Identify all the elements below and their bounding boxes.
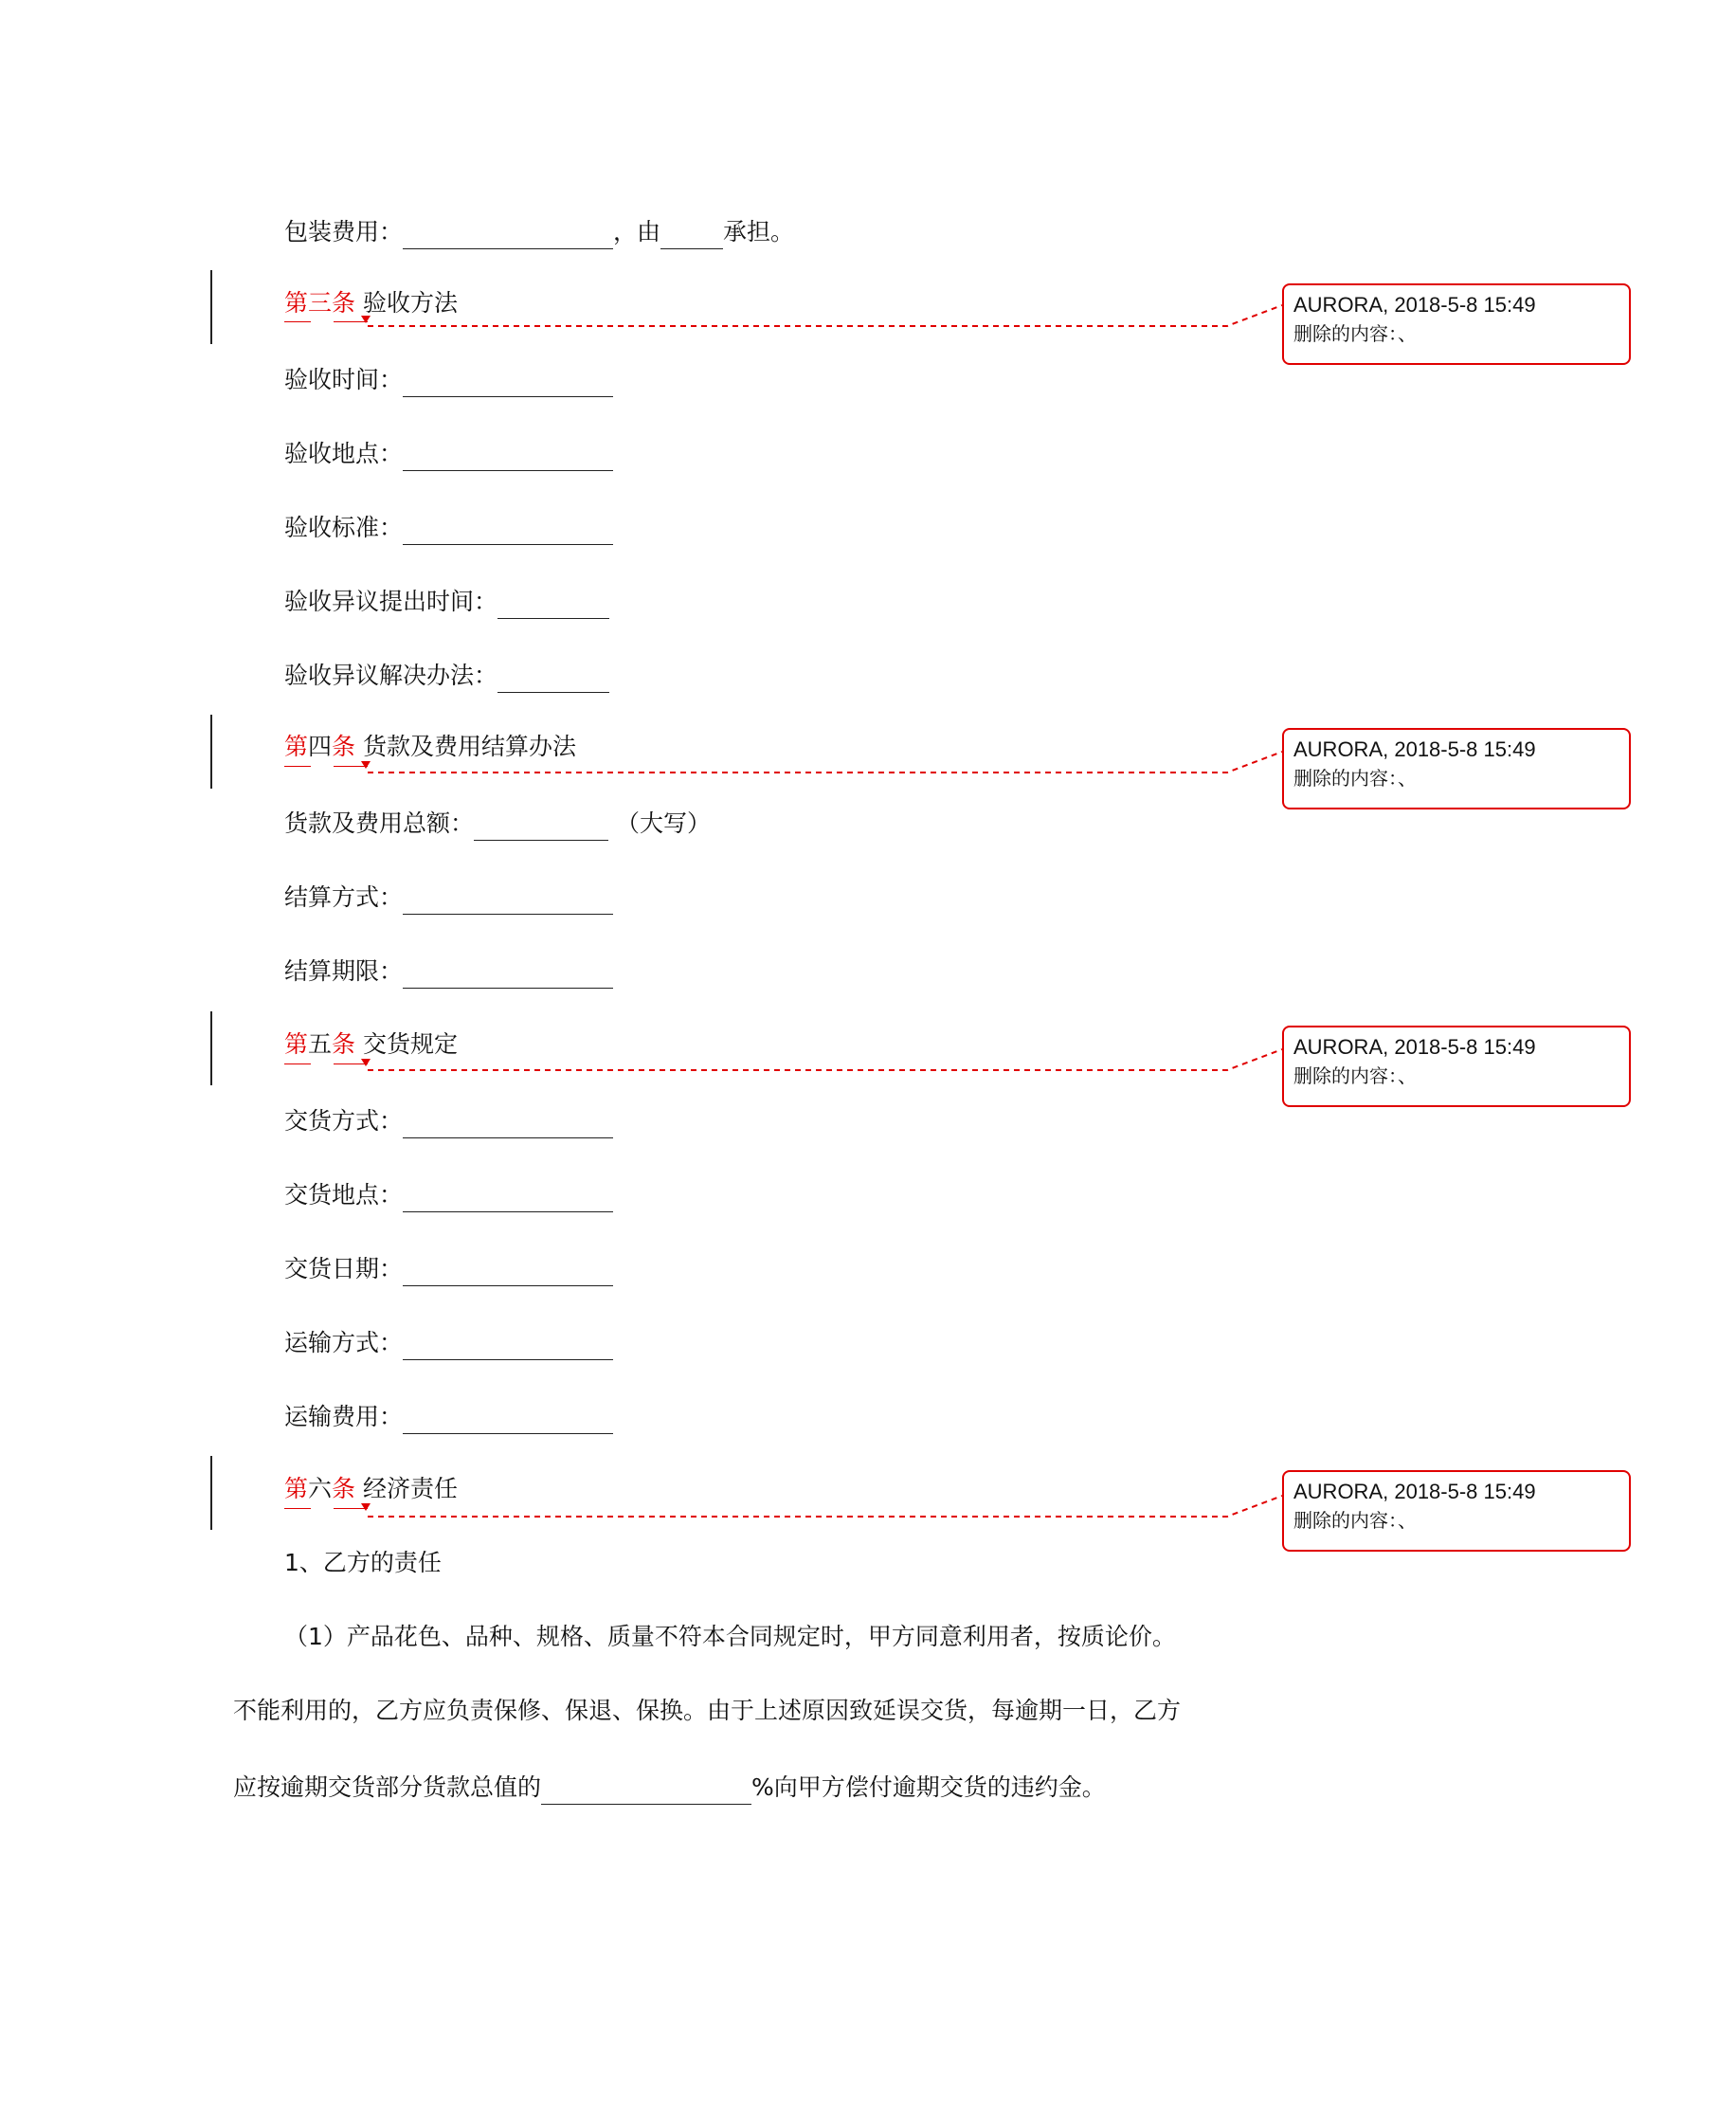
deletion-caret-icon	[361, 1059, 371, 1066]
payment-method-label: 结算方式：	[284, 883, 404, 911]
article-prefix: 第	[284, 1030, 309, 1058]
packaging-mid: ，由	[613, 218, 661, 245]
leader-line-4	[368, 1496, 1282, 1517]
comment-body: 删除的内容：、	[1293, 767, 1417, 790]
objection-time-label: 验收异议提出时间：	[284, 588, 498, 615]
transport-method-field[interactable]	[403, 1321, 613, 1360]
article-6-heading	[284, 1470, 458, 1508]
change-bar	[210, 715, 212, 789]
objection-time-row	[284, 580, 609, 618]
objection-time-field[interactable]	[497, 580, 609, 619]
delivery-date-label: 交货日期：	[284, 1255, 404, 1282]
delivery-date-field[interactable]	[403, 1247, 613, 1286]
article-5-heading	[284, 1026, 458, 1064]
acceptance-place-row	[284, 432, 613, 470]
revision-comment[interactable]	[1282, 1470, 1631, 1552]
objection-method-label: 验收异议解决办法：	[284, 662, 498, 689]
article-suffix: 条	[332, 733, 356, 760]
comment-author: AURORA, 2018-5-8 15:49	[1293, 737, 1536, 761]
payment-method-field[interactable]	[403, 876, 613, 915]
article-title: 经济责任	[363, 1475, 459, 1502]
penalty-text-b: %向甲方偿付逾期交货的违约金。	[751, 1773, 1106, 1801]
delivery-place-field[interactable]	[403, 1173, 613, 1212]
article-number: 三	[308, 289, 333, 317]
article-suffix: 条	[332, 289, 356, 317]
deletion-caret-icon	[361, 316, 371, 323]
article-number: 五	[308, 1030, 333, 1058]
delivery-method-row	[284, 1100, 613, 1137]
packaging-label: 包装费用：	[284, 218, 404, 245]
transport-method-label: 运输方式：	[284, 1329, 404, 1356]
revision-comment[interactable]	[1282, 1026, 1631, 1107]
liability-heading: 1、乙方的责任	[284, 1549, 442, 1576]
delivery-method-field[interactable]	[403, 1100, 613, 1138]
acceptance-place-field[interactable]	[403, 432, 613, 471]
acceptance-standard-field[interactable]	[403, 506, 613, 545]
acceptance-time-row	[284, 358, 613, 396]
packaging-end: 承担。	[723, 218, 795, 245]
article-suffix: 条	[332, 1030, 356, 1058]
comment-author: AURORA, 2018-5-8 15:49	[1293, 1480, 1536, 1503]
liability-paragraph-line-1: （1）产品花色、品种、规格、质量不符本合同规定时，甲方同意利用者，按质论价。	[284, 1623, 1176, 1650]
comment-body: 删除的内容：、	[1293, 322, 1417, 345]
payment-term-row	[284, 950, 613, 988]
article-prefix: 第	[284, 1475, 309, 1502]
deletion-caret-icon	[361, 1503, 371, 1511]
insertion-underline	[284, 1508, 311, 1509]
change-bar	[210, 1011, 212, 1085]
leader-line-3	[368, 1049, 1282, 1070]
packaging-row	[284, 210, 794, 248]
article-suffix: 条	[332, 1475, 356, 1502]
acceptance-place-label: 验收地点：	[284, 440, 404, 467]
delivery-place-row	[284, 1173, 613, 1211]
change-bar	[210, 270, 212, 344]
liability-paragraph-line-2: 不能利用的，乙方应负责保修、保退、保换。由于上述原因致延误交货，每逾期一日，乙方	[233, 1697, 1182, 1724]
acceptance-standard-row	[284, 506, 613, 544]
payment-total-suffix: （大写）	[615, 809, 711, 837]
liability-paragraph-line-3	[233, 1766, 1106, 1807]
article-4-heading	[284, 728, 576, 766]
packaging-bearer-field[interactable]	[660, 210, 723, 249]
objection-method-field[interactable]	[497, 654, 609, 693]
acceptance-standard-label: 验收标准：	[284, 514, 404, 541]
penalty-text-a: 应按逾期交货部分货款总值的	[233, 1773, 542, 1801]
acceptance-time-label: 验收时间：	[284, 366, 404, 393]
delivery-place-label: 交货地点：	[284, 1181, 404, 1209]
article-title: 交货规定	[363, 1030, 459, 1058]
comment-author: AURORA, 2018-5-8 15:49	[1293, 1035, 1536, 1059]
payment-term-label: 结算期限：	[284, 957, 404, 985]
change-bar	[210, 1456, 212, 1530]
transport-cost-field[interactable]	[403, 1395, 613, 1434]
insertion-underline	[284, 766, 311, 767]
insertion-underline	[284, 321, 311, 322]
penalty-rate-field[interactable]	[541, 1766, 751, 1805]
delivery-method-label: 交货方式：	[284, 1107, 404, 1135]
payment-term-field[interactable]	[403, 950, 613, 989]
acceptance-time-field[interactable]	[403, 358, 613, 397]
comment-author: AURORA, 2018-5-8 15:49	[1293, 293, 1536, 317]
transport-method-row	[284, 1321, 613, 1359]
comment-body: 删除的内容：、	[1293, 1509, 1417, 1532]
article-number: 四	[308, 733, 333, 760]
article-title: 货款及费用结算办法	[363, 733, 577, 760]
article-number: 六	[308, 1475, 333, 1502]
payment-total-label: 货款及费用总额：	[284, 809, 475, 837]
article-prefix: 第	[284, 289, 309, 317]
payment-total-field[interactable]	[474, 802, 608, 841]
transport-cost-label: 运输费用：	[284, 1403, 404, 1430]
transport-cost-row	[284, 1395, 613, 1433]
article-prefix: 第	[284, 733, 309, 760]
leader-line-1	[368, 305, 1282, 326]
article-title: 验收方法	[363, 289, 459, 317]
revision-comment[interactable]	[1282, 283, 1631, 365]
revision-comment[interactable]	[1282, 728, 1631, 809]
payment-total-row	[284, 802, 711, 840]
deletion-caret-icon	[361, 761, 371, 769]
objection-method-row	[284, 654, 609, 692]
packaging-cost-field[interactable]	[403, 210, 613, 249]
comment-body: 删除的内容：、	[1293, 1064, 1417, 1087]
delivery-date-row	[284, 1247, 613, 1285]
payment-method-row	[284, 876, 613, 914]
article-3-heading	[284, 284, 458, 322]
